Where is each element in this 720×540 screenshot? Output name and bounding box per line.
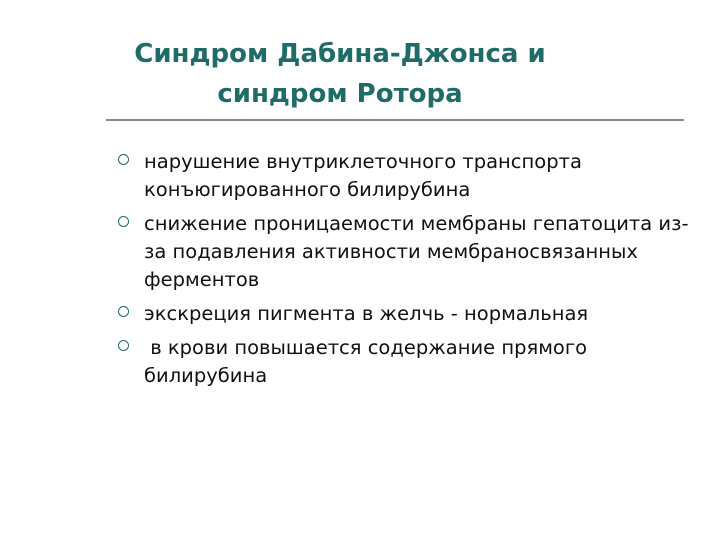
slide-title-line-2: синдром Ротора bbox=[217, 79, 463, 109]
bullet-text-1: нарушение внутриклеточного транспорта конъюгированного билирубина bbox=[144, 150, 589, 201]
circle-outline-bullet-icon bbox=[118, 340, 129, 351]
title-divider bbox=[106, 119, 684, 121]
bullet-text-2: снижение проницаемости мембраны гепатоцита из-за подавления активности мембраносвязанных ферментов bbox=[144, 212, 689, 291]
circle-outline-bullet-icon bbox=[118, 154, 129, 165]
bullet-item-2 bbox=[114, 210, 704, 294]
circle-outline-bullet-icon bbox=[118, 216, 129, 227]
circle-outline-bullet-icon bbox=[118, 306, 129, 317]
bullet-list bbox=[114, 148, 704, 396]
bullet-text-4: в крови повышается содержание прямого билирубина bbox=[144, 336, 594, 387]
slide-title bbox=[100, 34, 580, 114]
bullet-item-3 bbox=[114, 300, 704, 328]
bullet-item-1 bbox=[114, 148, 704, 204]
bullet-text-3: экскреция пигмента в желчь - нормальная bbox=[144, 302, 589, 325]
slide-title-line-1: Синдром Дабина-Джонса и bbox=[134, 39, 546, 69]
bullet-item-4 bbox=[114, 334, 704, 390]
